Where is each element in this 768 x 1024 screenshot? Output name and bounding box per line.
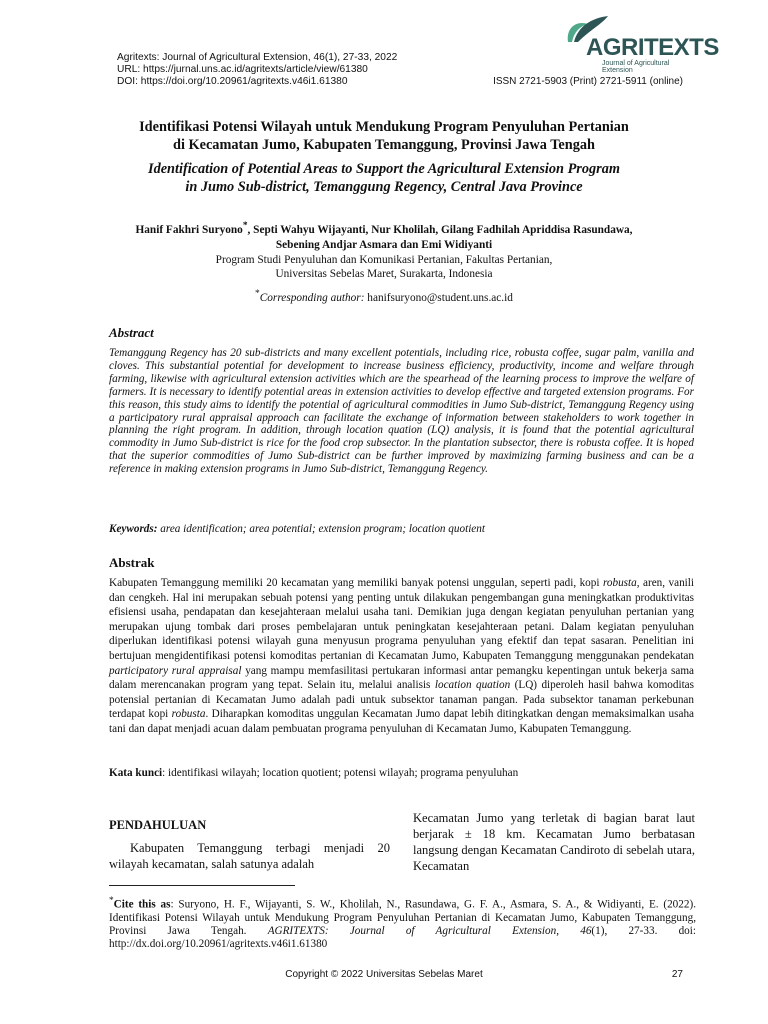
keywords-values: area identification; area potential; extension program; location quotient [157, 523, 485, 535]
journal-header [117, 52, 397, 88]
title-id-line1: Identifikasi Potensi Wilayah untuk Mendukung Program Penyuluhan Pertanian [139, 119, 629, 135]
abstrak-text: Kabupaten Temanggung memiliki 20 kecamatan yang memiliki banyak potensi unggulan, seperti padi, kopi robusta, aren, vanili dan cengkeh. Hal ini merupakan sebuah potensi yang penting untuk dilakukan pengembangan guna meningkatkan produktivitas efisiensi usaha, pendapatan dan kesejahteraan melalui usaha tani. Demikian juga dengan kegiatan penyuluhan pertanian yang merupakan ujung tombak dari proses pembelajaran untuk peningkatan kesejahteraan petani. Dalam kegiatan penyuluhan diperlukan identifikasi potensi wilayah guna menyusun programa penyuluhan yang efektif dan tepat sasaran. Penelitian ini bertujuan mengidentifikasi potensi komoditas pertanian di Kecamatan Jumo, Kabupaten Temanggung menggunakan pendekatan participatory rural appraisal yang mampu memfasilitasi pertukaran informasi antar pemangku kepentingan untuk bekerja sama dalam merencanakan program yang tepat. Selain itu, melalui analisis location quation (LQ) diperoleh hasil bahwa komoditas potensial pertanian di Kecamatan Jumo adalah padi untuk subsektor tanaman pangan. Pada subsektor tanaman perkebunan terdapat kopi robusta. Diharapkan komoditas unggulan Kecamatan Jumo dapat lebih ditingkatkan dengan memaksimalkan usaha tani dan dapat menjadi acuan dalam pembuatan programa penyuluhan di Kecamatan Jumo, Kabupaten Temanggung. [109, 577, 695, 735]
journal-doi-line[interactable]: DOI: https://doi.org/10.20961/agritexts.v46i1.61380 [117, 76, 348, 87]
title-en-line1: Identification of Potential Areas to Support the Agricultural Extension Program [148, 161, 620, 177]
body-right-column: Kecamatan Jumo yang terletak di bagian barat laut berjarak ± 18 km. Kecamatan Jumo berbatasan langsung dengan Kecamatan Candiroto di sebelah utara, Kecamatan [413, 811, 695, 873]
kata-kunci-values: : identifikasi wilayah; location quotient; potensi wilayah; programa penyuluhan [162, 767, 519, 779]
corresponding-label: Corresponding author: [259, 291, 365, 304]
copyright-notice: Copyright © 2022 Universitas Sebelas Maret [285, 969, 483, 980]
body-left-column: Kabupaten Temanggung terbagi menjadi 20 wilayah kecamatan, salah satunya adalah [109, 841, 390, 871]
logo-subtitle: Journal of Agricultural Extension [602, 60, 670, 74]
agritexts-logo [562, 14, 719, 74]
keywords [109, 523, 694, 535]
keywords-label: Keywords: [109, 523, 158, 535]
abstract-text: Temanggung Regency has 20 sub-districts and many excellent potentials, including rice, robusta coffee, sugar palm, vanilla and cloves. This substantial potential for development to increase business efficiency, productivity, income and welfare through farming, likewise with agricultural extension activities which are the spearhead of the learning process to improve the welfare of farmers. It is necessary to identify potential areas in extension activities to develop effective and targeted extension programs. For this reason, this study aims to identify the potential of agricultural commodities in Jumo Sub-district, Temanggung Regency using a participatory rural appraisal approach can facilitate the exchange of information between stakeholders to work together in planning the right program. In addition, through location quation (LQ) analysis, it is found that the potential agricultural commodity in Jumo Sub-district is rice for the food crop subsector. In the plantation subsector, there is robusta coffee. It is hoped that the superior commodities of Jumo Sub-district can be further improved by maximizing farming business and can be a reference in making extension programs in Jumo Sub-district, Temanggung Regency. [109, 347, 694, 476]
section-heading-pendahuluan: PENDAHULUAN [109, 818, 207, 832]
title-indonesian [60, 119, 708, 154]
issn-line: ISSN 2721-5903 (Print) 2721-5911 (online) [493, 76, 683, 87]
cite-label: Cite this as [113, 898, 171, 911]
affiliation [60, 253, 708, 281]
citation-footnote: *Cite this as: Suryono, H. F., Wijayanti, S. W., Kholilah, N., Rasundawa, G. F. A., Asmara, S. A., & Widiyanti, E. (2022). Identifikasi Potensi Wilayah untuk Mendukung Program Penyuluhan Pertanian di Kecamatan Jumo, Kabupaten Temanggung, Provinsi Jawa Tengah. AGRITEXTS: Journal of Agricultural Extension, 46(1), 27-33. doi: http://dx.doi.org/10.20961/agritexts.v46i1.61380 [109, 896, 696, 951]
page-number: 27 [671, 969, 683, 980]
title-en-line2: in Jumo Sub-district, Temanggung Regency, Central Java Province [185, 178, 583, 195]
title-english [60, 161, 708, 196]
journal-url-line[interactable]: URL: https://jurnal.uns.ac.id/agritexts/article/view/61380 [117, 64, 368, 75]
coauthors-line1: , Septi Wahyu Wijayanti, Nur Kholilah, Gilang Fadhilah Apriddisa Rasundawa, [247, 223, 633, 236]
abstract-heading: Abstract [109, 325, 154, 340]
corresponding-mark: * [242, 221, 248, 231]
coauthors-line2: Sebening Andjar Asmara dan Emi Widiyanti [275, 238, 493, 251]
corresponding-email[interactable]: hanifsuryono@student.uns.ac.id [364, 291, 513, 304]
corresponding-mark: * [255, 289, 260, 299]
journal-citation-line: Agritexts: Journal of Agricultural Extension, 46(1), 27-33, 2022 [117, 52, 398, 63]
title-id-line2: di Kecamatan Jumo, Kabupaten Temanggung, Provinsi Jawa Tengah [173, 136, 595, 153]
first-author: Hanif Fakhri Suryono [135, 223, 243, 236]
kata-kunci-label: Kata kunci [109, 767, 163, 779]
corresponding-author [60, 289, 708, 304]
author-list [60, 219, 708, 253]
footnote-divider [109, 885, 295, 886]
abstrak-heading: Abstrak [109, 555, 155, 570]
logo-wordmark: AGRITEXTS [586, 34, 719, 61]
affiliation-line2: Universitas Sebelas Maret, Surakarta, Indonesia [275, 268, 493, 280]
kata-kunci [109, 767, 694, 779]
affiliation-line1: Program Studi Penyuluhan dan Komunikasi Pertanian, Fakultas Pertanian, [215, 254, 553, 266]
